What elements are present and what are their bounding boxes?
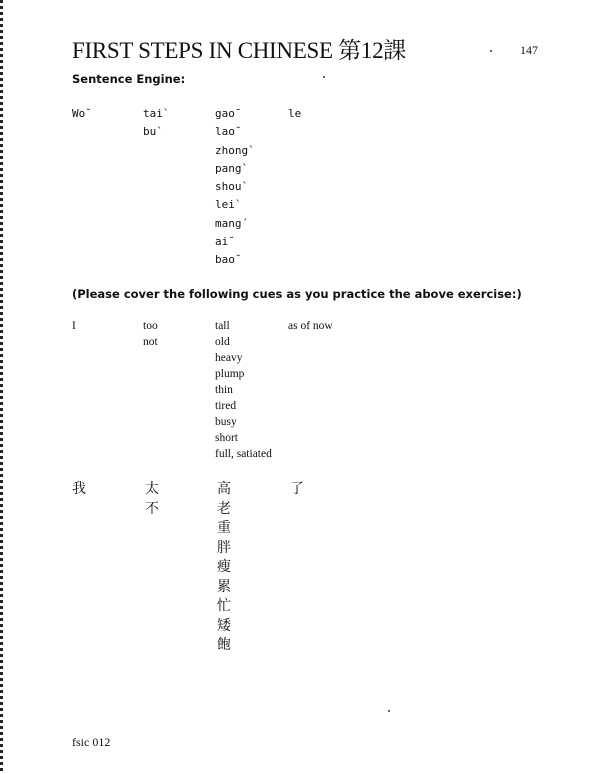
pinyin-cell: gao¯ xyxy=(215,107,242,120)
gloss-cell: busy xyxy=(215,416,237,428)
hanzi-cell: 我 xyxy=(72,481,86,497)
pinyin-column-particle xyxy=(288,105,301,123)
gloss-cell: tired xyxy=(215,400,237,412)
gloss-column-particle xyxy=(288,318,333,334)
gloss-cell: as of now xyxy=(288,320,333,332)
hanzi-column-particle xyxy=(290,480,304,500)
gloss-cell: full, satiated xyxy=(215,448,272,460)
scan-edge xyxy=(0,0,3,774)
pinyin-cell: lao˘ xyxy=(215,125,242,139)
hanzi-cell: 了 xyxy=(290,481,304,497)
page-title: FIRST STEPS IN CHINESE 第12課 xyxy=(72,38,406,63)
sentence-engine-heading: Sentence Engine: xyxy=(72,72,186,86)
scan-speck xyxy=(388,710,390,712)
gloss-cell: too xyxy=(143,320,158,332)
hanzi-cell: 胖 xyxy=(217,539,231,556)
hanzi-column-adverb xyxy=(145,480,159,519)
pinyin-cell: bao˘ xyxy=(215,253,242,267)
pinyin-column-adverb xyxy=(143,105,170,142)
hanzi-column-subject xyxy=(72,480,86,500)
hanzi-cell: 老 xyxy=(217,500,231,517)
gloss-cell: short xyxy=(215,432,238,444)
pinyin-cell: le xyxy=(288,107,302,120)
hanzi-cell: 不 xyxy=(145,500,159,517)
scan-speck xyxy=(323,76,325,78)
gloss-column-subject xyxy=(72,318,76,334)
pinyin-cell: Wo˘ xyxy=(72,107,92,120)
pinyin-cell: tai` xyxy=(143,107,170,120)
gloss-cell: thin xyxy=(215,384,233,396)
pinyin-cell: lei` xyxy=(215,198,242,212)
pinyin-cell: shou` xyxy=(215,180,249,194)
pinyin-cell: zhong` xyxy=(215,143,255,157)
hanzi-column-adjective xyxy=(217,480,231,656)
gloss-cell: tall xyxy=(215,320,230,332)
hanzi-cell: 高 xyxy=(217,481,231,497)
hanzi-cell: 忙 xyxy=(217,598,231,614)
gloss-cell: I xyxy=(72,320,76,332)
page-number: 147 xyxy=(520,43,538,57)
gloss-cell: heavy xyxy=(215,352,243,364)
hanzi-cell: 矮 xyxy=(217,617,231,634)
scan-speck xyxy=(490,50,492,52)
hanzi-cell: 飽 xyxy=(217,637,231,653)
pinyin-cell: bu` xyxy=(143,125,163,139)
gloss-column-adjective xyxy=(215,318,272,462)
hanzi-cell: 累 xyxy=(217,578,231,595)
cover-cues-heading: (Please cover the following cues as you practice the above exercise:) xyxy=(72,287,522,301)
footer-code: fsic 012 xyxy=(72,735,111,749)
gloss-column-adverb xyxy=(143,318,158,350)
hanzi-cell: 瘦 xyxy=(217,559,231,575)
hanzi-cell: 重 xyxy=(217,520,231,536)
gloss-cell: not xyxy=(143,336,158,348)
gloss-cell: old xyxy=(215,336,230,348)
pinyin-cell: ai˘ xyxy=(215,235,235,249)
pinyin-cell: pang` xyxy=(215,161,249,175)
gloss-cell: plump xyxy=(215,368,245,380)
pinyin-column-adjective xyxy=(215,105,255,270)
pinyin-cell: mang´ xyxy=(215,216,249,230)
pinyin-column-subject xyxy=(72,105,92,123)
hanzi-cell: 太 xyxy=(145,481,159,497)
